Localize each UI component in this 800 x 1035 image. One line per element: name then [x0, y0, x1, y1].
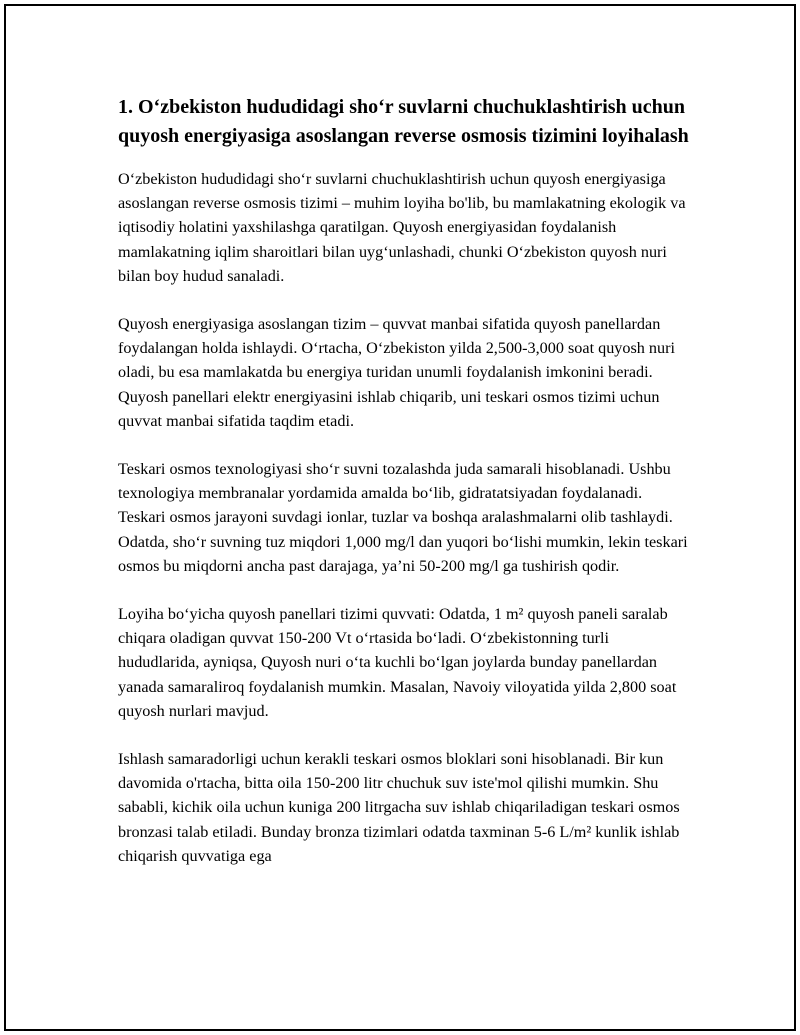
paragraph-reverse-osmosis: Teskari osmos texnologiyasi sho‘r suvni tozalashda juda samarali hisoblanadi. Ushbu texnologiya membranalar yordamida amalda bo‘lib, gidratatsiyadan foydalanadi. Teskari osmos jarayoni suvdagi ionlar, tuzlar va boshqa aralashmalarni olib tashlaydi. Odatda, sho‘r suvning tuz miqdori 1,000 mg/l dan yuqori bo‘lishi mumkin, lekin teskari osmos bu miqdorni ancha past darajaga, ya’ni 50-200 mg/l ga tushirish qodir.	[118, 460, 688, 575]
paragraph-efficiency: Ishlash samaradorligi uchun kerakli teskari osmos bloklari soni hisoblanadi. Bir kun davomida o'rtacha, bitta oila 150-200 litr chuchuk suv iste'mol qilishi mumkin. Shu sababli, kichik oila uchun kuniga 200 litrgacha suv ishlab chiqariladigan teskari osmos bronzasi talab etiladi. Bunday bronza tizimlari odatda taxminan 5-6 L/m² kunlik ishlab chiqarish quvvatiga ega	[118, 750, 680, 865]
paragraph-solar-system: Quyosh energiyasiga asoslangan tizim – quvvat manbai sifatida quyosh panellardan foydalangan holda ishlaydi. O‘rtacha, O‘zbekiston yilda 2,500-3,000 soat quyosh nuri oladi, bu esa mamlakatda bu energiya turidan unumli foydalanish imkonini beradi. Quyosh panellari elektr energiyasini ishlab chiqarib, uni teskari osmos tizimi uchun quvvat manbai sifatida taqdim etadi.	[118, 315, 675, 430]
document-body	[118, 93, 690, 892]
paragraph-panel-capacity: Loyiha bo‘yicha quyosh panellari tizimi quvvati: Odatda, 1 m² quyosh paneli saralab chiqara oladigan quvvat 150-200 Vt o‘rtasida bo‘ladi. O‘zbekistonning turli hududlarida, ayniqsa, Quyosh nuri o‘ta kuchli bo‘lgan joylarda bunday panellardan yanada samaraliroq foydalanish mumkin. Masalan, Navoiy viloyatida yilda 2,800 soat quyosh nurlari mavjud.	[118, 605, 677, 720]
paragraph-intro: O‘zbekiston hududidagi sho‘r suvlarni chuchuklashtirish uchun quyosh energiyasiga asoslangan reverse osmosis tizimi – muhim loyiha bo'lib, bu mamlakatning ekologik va iqtisodiy holatini yaxshilashga qaratilgan. Quyosh energiyasidan foydalanish mamlakatning iqlim sharoitlari bilan uyg‘unlashadi, chunki O‘zbekiston quyosh nuri bilan boy hudud sanaladi.	[118, 170, 686, 285]
section-heading: 1. O‘zbekiston hududidagi sho‘r suvlarni chuchuklashtirish uchun quyosh energiyasiga asoslangan reverse osmosis tizimini loyihalash	[118, 96, 689, 147]
